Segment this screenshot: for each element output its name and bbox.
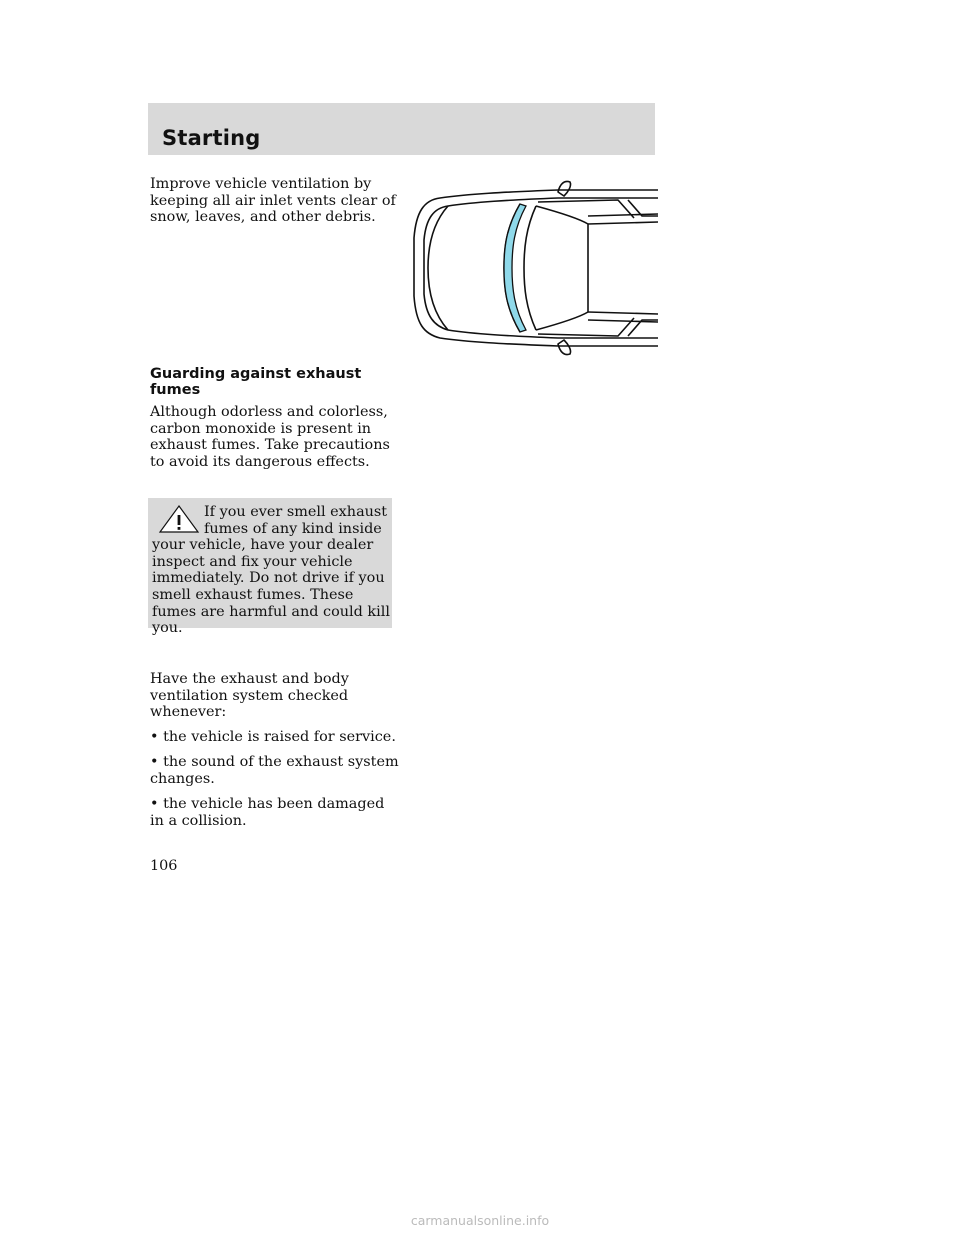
section-paragraph: Although odorless and colorless, carbon monoxide is present in exhaust fumes. Take precautions to avoid its dangerous effects. — [150, 404, 390, 470]
check-item: • the vehicle has been damaged in a collision. — [150, 796, 385, 829]
watermark: carmanualsonline.info — [410, 1213, 550, 1228]
car-air-inlet-illustration — [408, 178, 660, 358]
section-heading: Guarding against exhaust fumes — [150, 366, 362, 398]
check-item: • the vehicle is raised for service. — [150, 729, 396, 745]
page-number: 106 — [150, 858, 178, 874]
check-item: • the sound of the exhaust system changes. — [150, 754, 399, 787]
page-title: Starting — [162, 126, 261, 150]
intro-paragraph: Improve vehicle ventilation by keeping all air inlet vents clear of snow, leaves, and other debris. — [150, 176, 396, 226]
checks-intro: Have the exhaust and body ventilation system checked whenever: — [150, 671, 349, 721]
warning-text: If you ever smell exhaust fumes of any kind inside your vehicle, have your dealer inspect and fix your vehicle immediately. Do not drive if you smell exhaust fumes. These fumes are harmful and could kill you. — [152, 504, 390, 637]
warning-box — [148, 498, 392, 637]
